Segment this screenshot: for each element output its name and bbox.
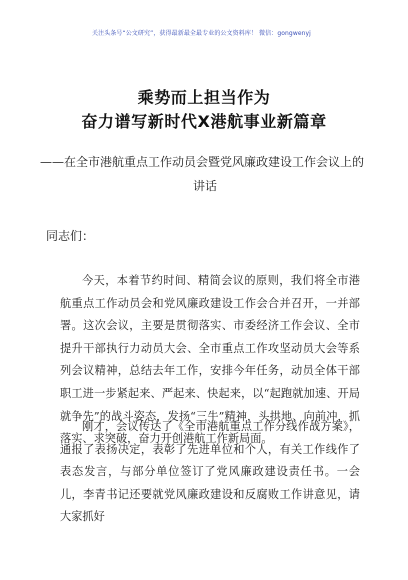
subtitle-line-2: 讲话	[192, 179, 217, 193]
paragraph-1: 今天，本着节约时间、精简会议的原则，我们将全市港航重点工作动员会和党风廉政建设工作会合并召开，一并部署。这次会议，主要是贯彻落实、市委经济工作会议、全市提升干部执行力动员大会、全市重点工作攻坚动员大会等系列会议精神，总结去年工作，安排今年任务，动员全体干部职工进一步紧起来、严起来、快起来，以“起跑就加速、开局就争先”的战斗姿态，发扬“三牛”精神，头拱地、向前冲，抓落实、求突破，奋力开创港航工作新局面。	[60, 274, 360, 446]
document-subtitle	[40, 150, 370, 198]
document-title	[0, 86, 408, 134]
salutation: 同志们：	[46, 229, 95, 243]
header-note: 关注头条号“公文研究”，获得最新最全最专业的公文资料库！ 微信：gongwenyj	[92, 30, 311, 37]
paragraph-2: 刚才，会议传达了《全市港航重点工作分线作战方案》，通报了表扬决定，表彰了先进单位和个人，有关工作线作了表态发言，与部分单位签订了党风廉政建设责任书。一会儿，李青书记还要就党风廉政建设和反腐败工作讲意见，请大家抓好	[60, 420, 360, 524]
title-line-1: 乘势而上担当作为	[137, 88, 271, 107]
subtitle-line-1: ——在全市港航重点工作动员会暨党风廉政建设工作会议上的	[40, 155, 365, 169]
title-line-2: 奋力谱写新时代X港航事业新篇章	[81, 112, 327, 131]
